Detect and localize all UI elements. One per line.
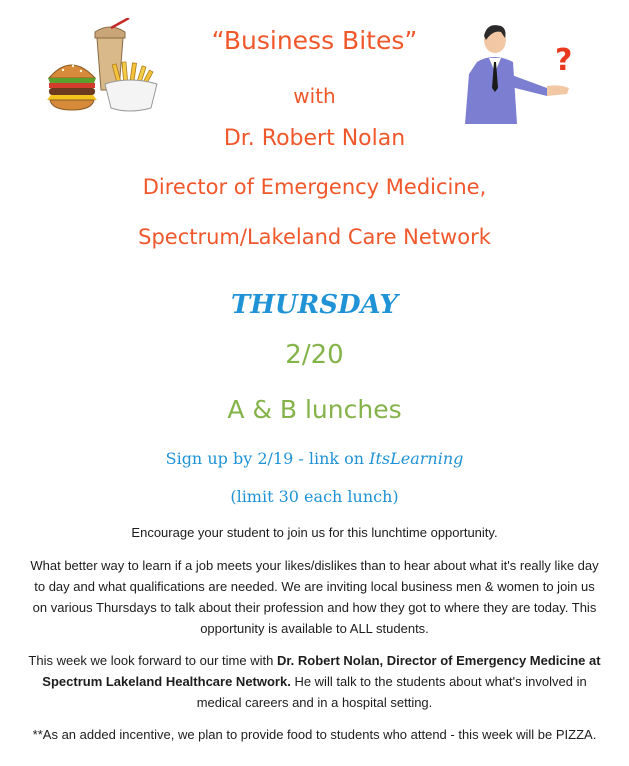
speaker-paragraph-start: This week we look forward to our time with bbox=[28, 653, 277, 668]
event-lunches: A & B lunches bbox=[227, 395, 402, 424]
limit-note: (limit 30 each lunch) bbox=[230, 487, 399, 506]
description-paragraph: What better way to learn if a job meets your likes/dislikes than to hear about what it's really like day to day and what qualifications are needed. We are inviting local business men & women to join us on various Thursdays to talk about their profession and how they got to where they are today. This opportunity is available to ALL students. bbox=[30, 558, 599, 636]
speaker-paragraph-end: He will talk to the students about what's involved in medical careers and in a hospital setting. bbox=[196, 674, 587, 710]
speaker-paragraph-bold: Dr. Robert Nolan, Director of Emergency Medicine at Spectrum Lakeland Healthcare Network. bbox=[42, 653, 601, 689]
signup-line bbox=[0, 449, 629, 468]
flyer-title: “Business Bites” bbox=[211, 26, 418, 55]
speaker-organization: Spectrum/Lakeland Care Network bbox=[138, 225, 491, 249]
event-date: 2/20 bbox=[285, 340, 344, 370]
speaker-paragraph bbox=[26, 650, 603, 713]
speaker-name: Dr. Robert Nolan bbox=[223, 126, 406, 151]
event-day: THURSDAY bbox=[231, 290, 398, 320]
speaker-role: Director of Emergency Medicine, bbox=[142, 175, 487, 199]
incentive-paragraph: **As an added incentive, we plan to provide food to students who attend - this week will be PIZZA. bbox=[32, 727, 597, 742]
with-label: with bbox=[293, 84, 336, 108]
signup-text: Sign up by 2/19 - link on bbox=[165, 449, 370, 468]
intro-paragraph: Encourage your student to join us for this lunchtime opportunity. bbox=[131, 525, 498, 540]
itslearning-link[interactable]: ItsLearning bbox=[369, 449, 464, 468]
svg-text:?: ? bbox=[555, 43, 573, 78]
